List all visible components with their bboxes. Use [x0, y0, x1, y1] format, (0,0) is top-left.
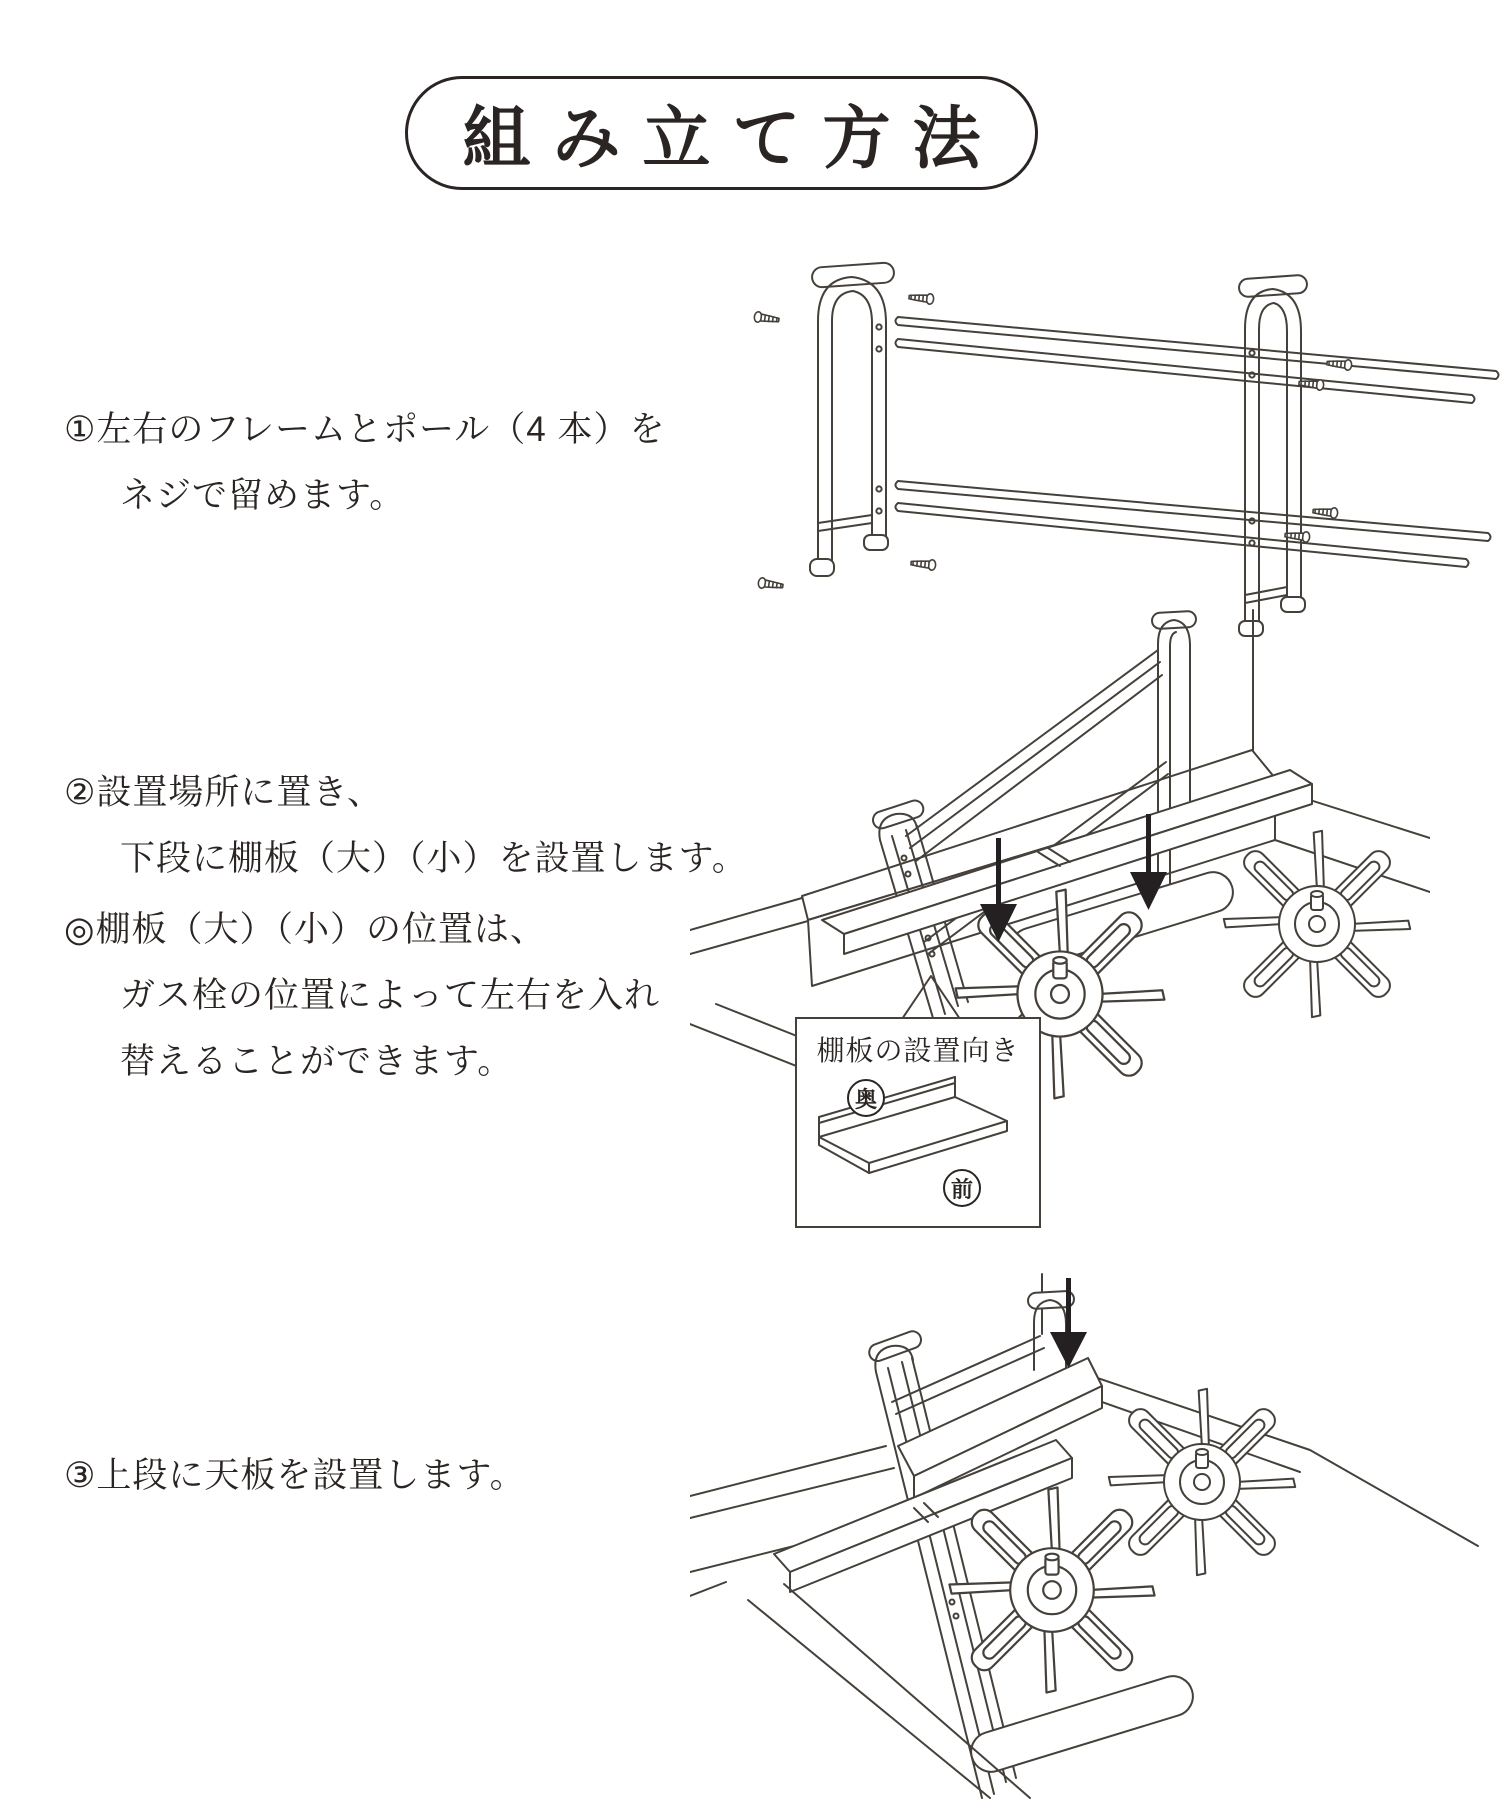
- screw-icon: [909, 292, 934, 305]
- gas-burner-icon: [1223, 830, 1412, 1019]
- shelf-orientation-inset: [795, 1017, 1041, 1228]
- gas-burner-icon: [1108, 1388, 1297, 1577]
- pole: [896, 503, 1469, 567]
- note-line-3: 替えることができます。: [120, 1042, 514, 1081]
- step-3-line-1: ③上段に天板を設置します。: [64, 1456, 526, 1495]
- page-title-text: 組み立て方法: [462, 100, 1003, 177]
- counter-back-edge: [690, 898, 808, 954]
- screw-icon: [758, 577, 784, 591]
- front-circle-label: 前: [943, 1169, 981, 1207]
- pole: [896, 339, 1475, 403]
- step-2-line-2: 下段に棚板（大）（小）を設置します。: [120, 839, 748, 878]
- screw-icon: [1327, 358, 1352, 371]
- screw-icon: [1313, 506, 1338, 519]
- shelf-illustration: [805, 1065, 1035, 1195]
- step-1-text: [64, 397, 665, 529]
- gas-burner-icon: [948, 1486, 1156, 1694]
- step-3-text: [64, 1443, 526, 1509]
- screw-icon: [911, 558, 936, 571]
- step-1-line-2: ネジで留めます。: [120, 476, 406, 515]
- note-line-1: ◎棚板（大）（小）の位置は、: [64, 910, 547, 949]
- left-frame: [867, 1329, 1016, 1798]
- screw-icon: [754, 311, 780, 325]
- top-board-illustration: [690, 1250, 1480, 1800]
- page-title: [405, 76, 1038, 190]
- left-frame: [810, 262, 895, 576]
- right-frame: [1238, 275, 1307, 636]
- back-circle-label: 奥: [847, 1079, 885, 1117]
- step-2-note-text: [64, 897, 660, 1095]
- pointer-triangle: [900, 976, 962, 1022]
- frame-and-poles-illustration: [700, 225, 1500, 645]
- step-2-text: [64, 760, 748, 892]
- note-line-2: ガス栓の位置によって左右を入れ: [120, 976, 661, 1015]
- step-1-line-1: ①左右のフレームとポール（4 本）を: [64, 410, 666, 449]
- stove-tray: [966, 1671, 1198, 1776]
- step-2-line-1: ②設置場所に置き、: [64, 773, 383, 812]
- inset-title: 棚板の設置向き: [816, 1035, 1020, 1066]
